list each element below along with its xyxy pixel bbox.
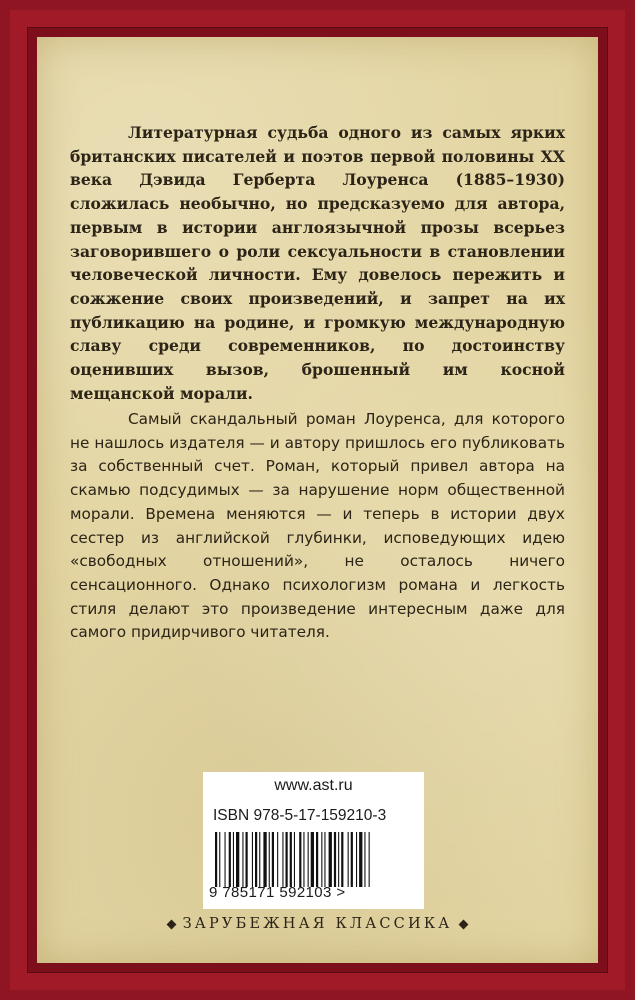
annotation-paragraph-1	[70, 121, 565, 405]
isbn-label: ISBN 978-5-17-159210-3	[213, 807, 387, 824]
ornament-left-icon	[166, 919, 176, 929]
series-title	[100, 916, 535, 932]
annotation-text-2: Самый скандальный роман Лоуренса, для которого не нашлось издателя — и автору пришлось его публиковать за собственный счет. Роман, который привел автора на скамью подсудимых — за нарушение норм общественной морали. Времена меняются — и теперь в истории двух сестер из английской глубинки, исповедующих идею «свободных отношений», не осталось ничего сенсационного. Однако психологизм романа и легкость стиля делают это произведение интересным даже для самого придирчивого читателя.	[70, 410, 565, 642]
series-label: ЗАРУБЕЖНАЯ КЛАССИКА	[182, 916, 453, 932]
barcode-icon	[215, 832, 405, 887]
barcode-block	[203, 772, 424, 909]
publisher-website: www.ast.ru	[274, 777, 353, 794]
annotation-paragraph-2	[70, 408, 565, 645]
ornament-right-icon	[459, 919, 469, 929]
annotation-text-1: Литературная судьба одного из самых ярких британских писателей и поэтов первой половины XX века Дэвида Герберта Лоуренса (1885–1930) сложилась необычно, но предсказуемо для автора, первым в истории англоязычной прозы всерьез заговорившего о роли сексуальности в становлении человеческой личности. Ему довелось пережить и сожжение своих произведений, и запрет на их публикацию на родине, и громкую международную славу среди современников, по достоинству оценивших вызов, брошенный им косной мещанской морали.	[70, 123, 565, 403]
barcode-digits: 9 785171 592103 >	[209, 884, 346, 901]
